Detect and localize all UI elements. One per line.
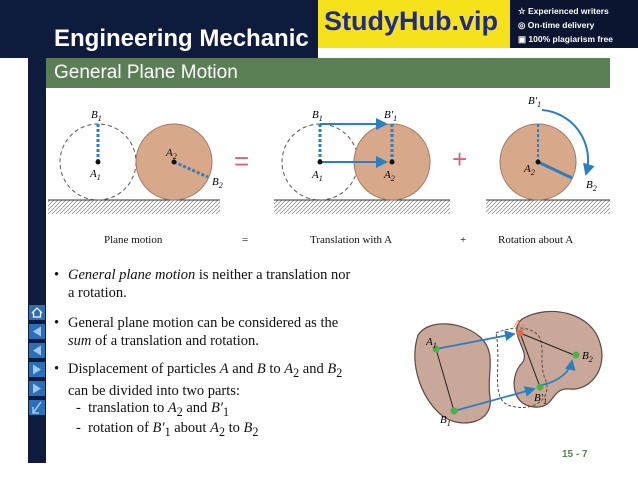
document-icon: ▣: [518, 34, 529, 44]
point-a2-2: [390, 160, 395, 165]
sub-bullet-2: - rotation of $B'_1$ about $A_2$ to $B_2$: [76, 420, 259, 439]
label-b1p: $B'_1$: [534, 392, 548, 406]
label-a1: $A_1$: [426, 336, 437, 350]
label-b2: $B_2$: [212, 176, 223, 190]
displacement-diagram: [410, 305, 610, 435]
plane-motion-diagram: [46, 88, 610, 246]
plus-sign: +: [452, 144, 468, 174]
bullet-3-text: Displacement of particles A and B to $A_2$ and $B_2$ can be divided into two parts:: [68, 361, 343, 399]
clock-icon: ◎: [518, 20, 528, 30]
caption-equals: =: [242, 234, 249, 246]
point-a1-2: [318, 160, 323, 165]
label-a2-3: $A_2$: [524, 163, 535, 177]
label-a2: $A_2$: [514, 318, 525, 332]
subtitle-bar: [46, 58, 610, 88]
label-b1: $B_1$: [91, 109, 102, 123]
label-b1p-3: $B'_1$: [528, 95, 542, 109]
label-a1: $A_1$: [90, 168, 101, 182]
point-b2: [573, 352, 580, 359]
label-b2-3: $B_2$: [586, 179, 597, 193]
plane-motion-figure: [46, 88, 610, 246]
promo-item-1: ☆ Experienced writers: [518, 6, 609, 16]
first-slide-icon[interactable]: [29, 324, 45, 339]
point-a2-3: [536, 160, 541, 165]
bullet-dot: •: [54, 315, 60, 331]
point-b1p: [537, 384, 544, 391]
page-title: Engineering Mechanic: [54, 25, 309, 52]
bullet-dot: •: [54, 361, 60, 377]
point-a1: [96, 160, 101, 165]
bullet-1-text: General plane motion is neither a translation nor a rotation.: [68, 267, 351, 301]
studyhub-logo-text: StudyHub.vip: [324, 6, 498, 36]
point-b1: [451, 408, 458, 415]
equals-sign: =: [234, 146, 250, 176]
subtitle: General Plane Motion: [54, 62, 238, 83]
back-icon[interactable]: [29, 400, 45, 415]
caption-translation: Translation with A: [310, 234, 393, 246]
previous-slide-icon[interactable]: [29, 343, 45, 358]
caption-rotation: Rotation about A: [498, 234, 574, 246]
studyhub-banner[interactable]: [318, 0, 510, 48]
promo-panel: [510, 0, 638, 48]
label-a2: $A_2$: [166, 147, 177, 161]
label-b1: $B_1$: [440, 414, 451, 428]
promo-item-3: ▣ 100% plagiarism free: [518, 34, 613, 44]
promo-item-2: ◎ On-time delivery: [518, 20, 595, 30]
bullet-2-text: General plane motion can be considered as the sum of a translation and rotation.: [68, 315, 339, 349]
next-slide-icon[interactable]: [29, 362, 45, 377]
star-icon: ☆: [518, 6, 528, 16]
last-slide-icon[interactable]: [29, 381, 45, 396]
slide-navigation: [29, 305, 45, 415]
label-b2: $B_2$: [582, 350, 593, 364]
home-icon[interactable]: [29, 305, 45, 320]
ground-1: [48, 200, 220, 214]
label-a1-2: $A_1$: [312, 169, 323, 183]
bullet-dot: •: [54, 267, 60, 283]
ground-2: [274, 200, 450, 214]
label-a2-2: $A_2$: [384, 169, 395, 183]
caption-plane-motion: Plane motion: [104, 234, 163, 246]
label-b1-2: $B_1$: [312, 109, 323, 123]
caption-plus: +: [460, 234, 467, 246]
ground-3: [486, 200, 610, 214]
displacement-figure: [410, 305, 610, 435]
sub-bullet-1: - translation to $A_2$ and $B'_1$: [76, 400, 230, 419]
label-b1p: $B'_1$: [384, 109, 398, 123]
slide-number: 15 - 7: [562, 449, 588, 460]
